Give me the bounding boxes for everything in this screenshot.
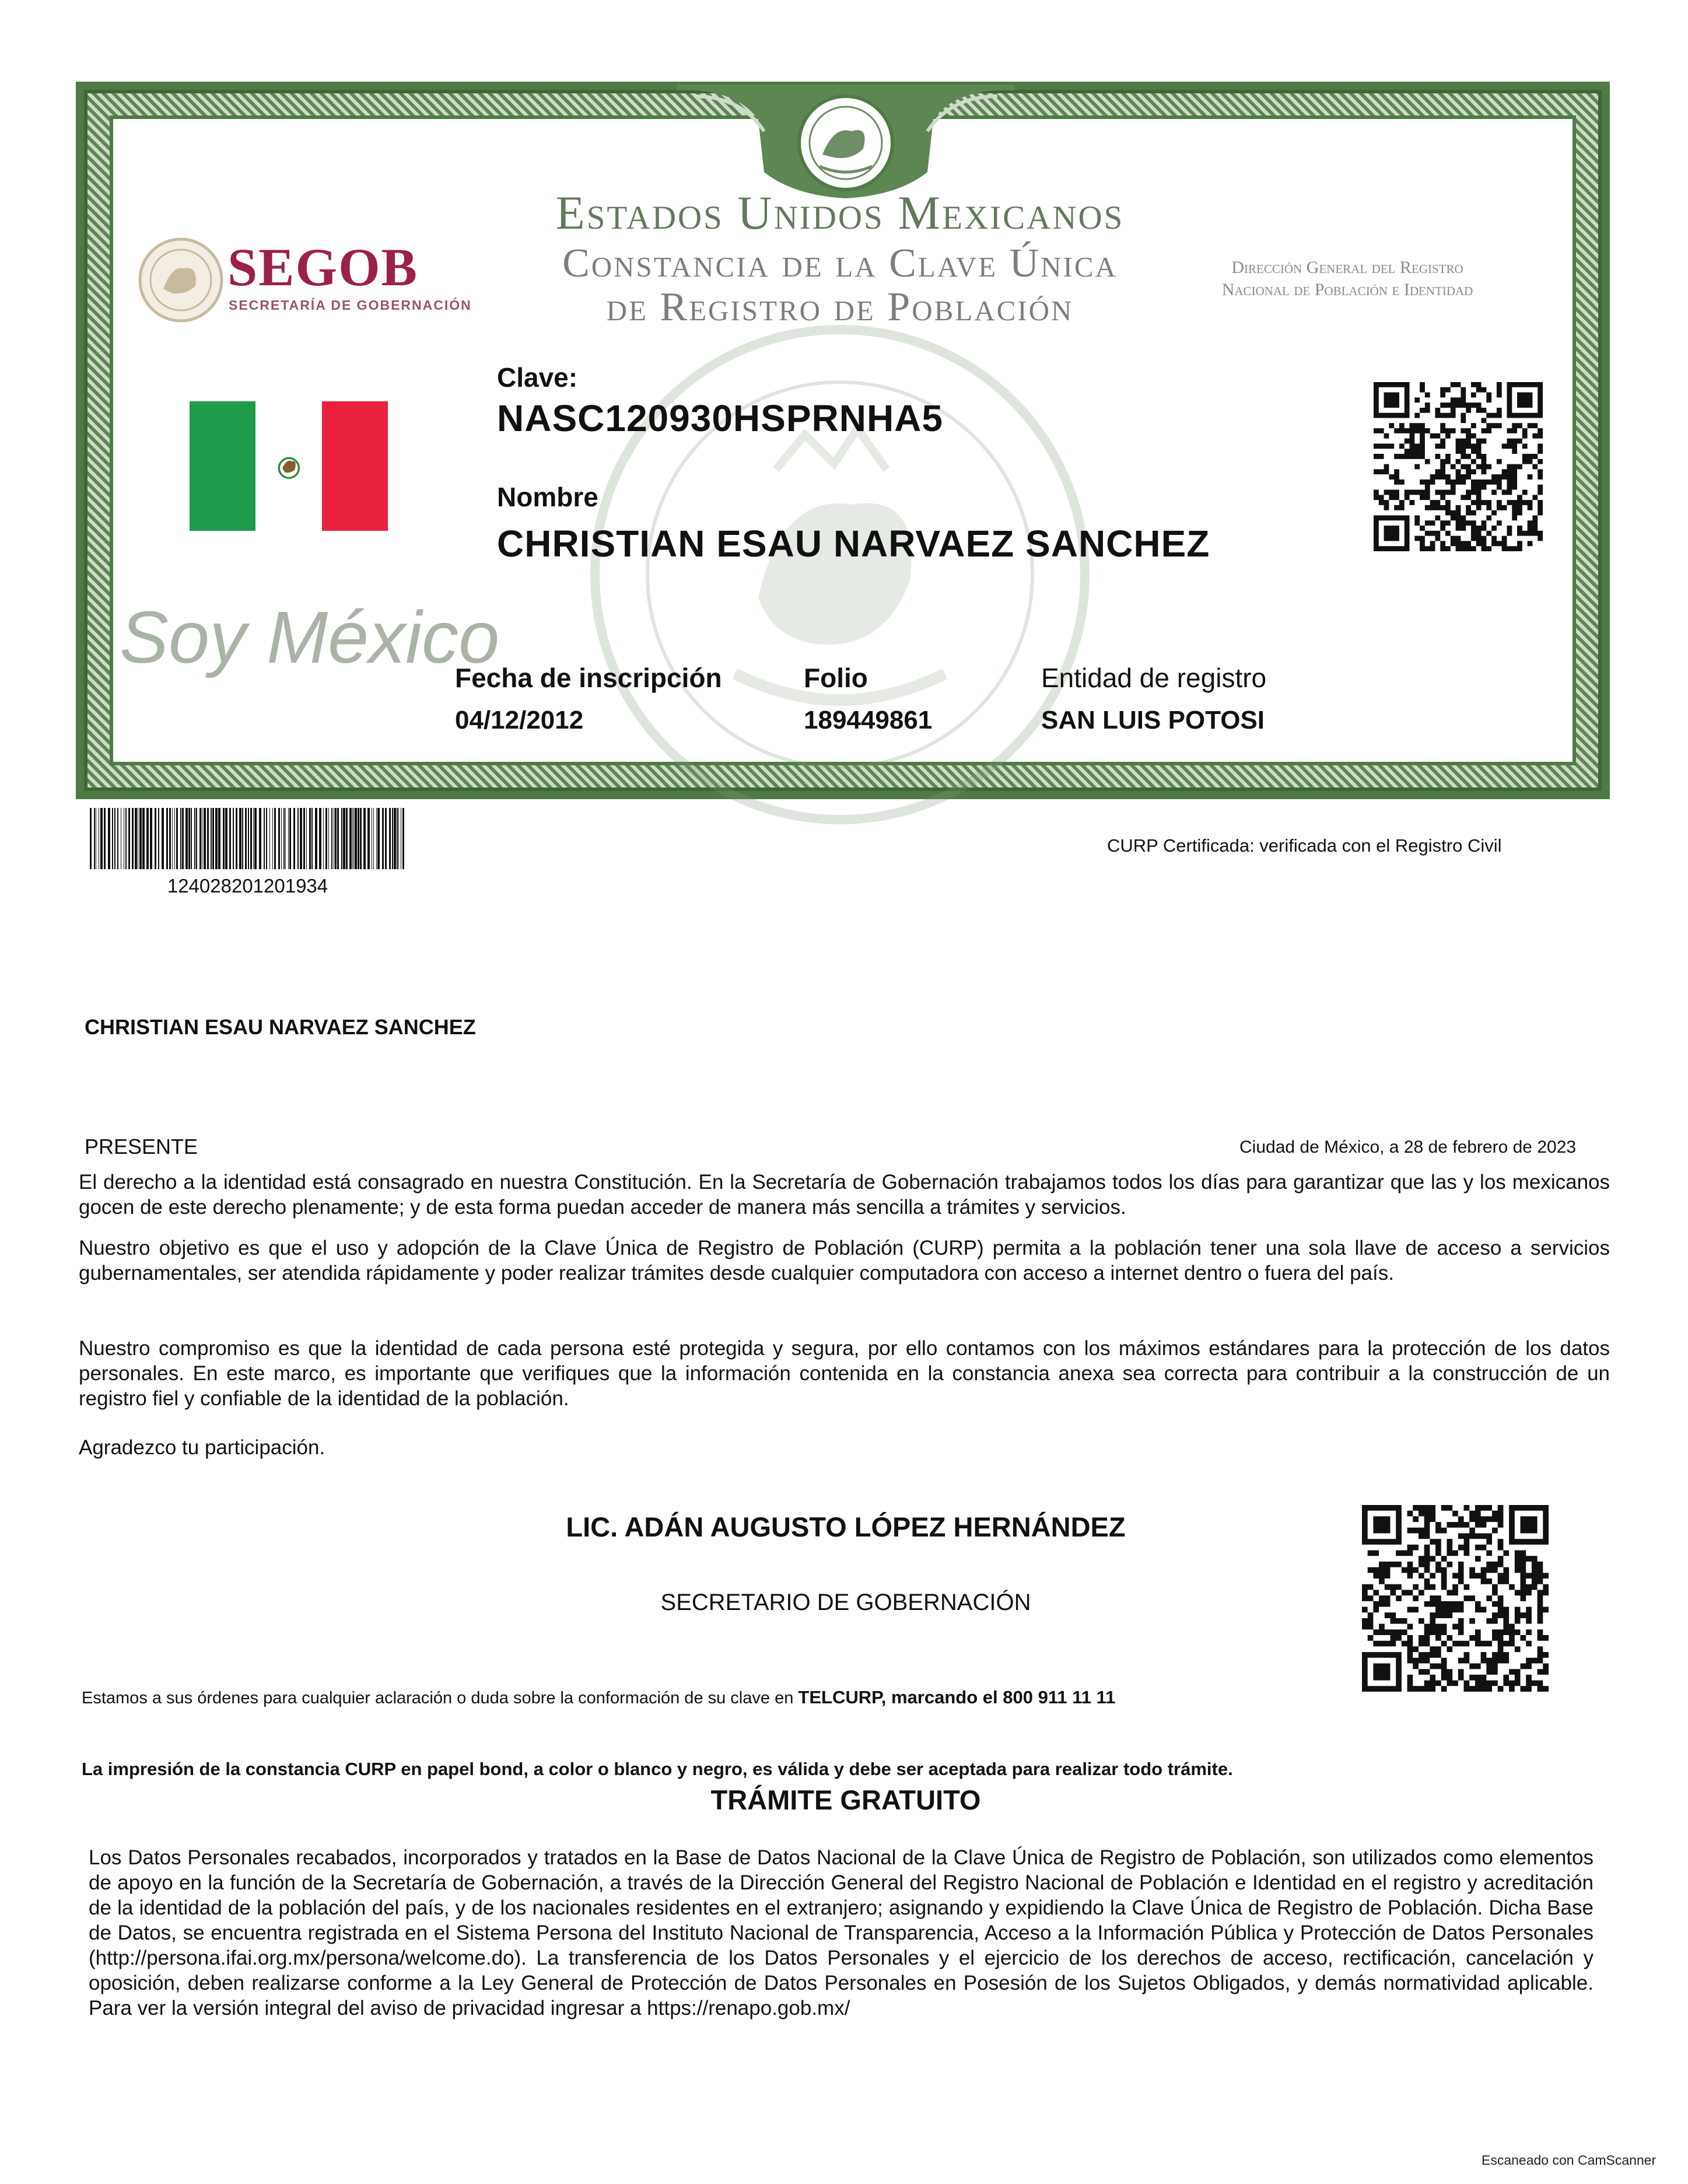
barcode-number: 124028201201934 (167, 875, 328, 897)
letter-paragraph-1: El derecho a la identidad está consagrado en nuestra Constitución. En la Secretaría de Gobernación trabajamos todos los días para garantizar que las y los mexicanos gocen de este derecho plenamente; y de esta forma puedan acceder de manera más sencilla a trámites y servicios. (79, 1171, 1610, 1219)
country-title: Estados Unidos Mexicanos (555, 186, 1125, 239)
segob-subtitle: SECRETARÍA DE GOBERNACIÓN (229, 298, 472, 313)
fecha-inscripcion-value: 04/12/2012 (455, 706, 584, 734)
slogan-text: Soy México (120, 596, 500, 678)
department-name: Dirección General del Registro Nacional de Población e Identidad (1221, 258, 1473, 299)
qr-code-icon[interactable] (1374, 382, 1543, 551)
qr-code-signature-icon[interactable] (1362, 1505, 1549, 1692)
aclaracion-text: Estamos a sus órdenes para cualquier aclaración o duda sobre la conformación de su clave en (82, 1689, 799, 1707)
curp-certificada-note: CURP Certificada: verificada con el Registro Civil (1107, 835, 1502, 856)
document-title-line-2: de Registro de Población (606, 285, 1074, 330)
signer-name: LIC. ADÁN AUGUSTO LÓPEZ HERNÁNDEZ (566, 1511, 1126, 1542)
scanner-watermark: Escaneado con CamScanner (1482, 2152, 1657, 2168)
entidad-registro-value: SAN LUIS POTOSI (1041, 706, 1265, 734)
privacy-notice: Los Datos Personales recabados, incorporados y tratados en la Base de Datos Nacional de la Clave Única de Registro de Población, son utilizados como elementos de apoyo en la función de la Secretaría de Gobernación, a través de la Dirección General del Registro Nacional de Población e Identidad en el registro y acreditación de la identidad de la población del país, y de los nacionales residentes en el extranjero; asignando y expidiendo la Clave Única de Registro de Población. Dicha Base de Datos, se encuentra registrada en el Sistema Persona del Instituto Nacional de Transparencia, Acceso a la Información Pública y Protección de Datos Personales (http://persona.ifai.org.mx/persona/welcome.do). La transferencia de los Datos Personales y el ejercicio de los derechos de acceso, rectificación, cancelación y oposición, deben realizarse conforme a la Ley General de Protección de Datos Personales en Posesión de los Sujetos Obligados, y demás normatividad aplicable. Para ver la versión integral del aviso de privacidad ingresar a https://renapo.gob.mx/ (89, 1846, 1594, 2020)
impresion-note: La impresión de la constancia CURP en papel bond, a color o blanco y negro, es válida y debe ser aceptada para realizar todo trámite. (82, 1759, 1233, 1779)
telcurp-phone: TELCURP, marcando el 800 911 11 11 (798, 1687, 1116, 1707)
letter-paragraph-2: Nuestro objetivo es que el uso y adopción de la Clave Única de Registro de Población (CURP) permita a la población tener una sola llave de acceso a servicios gubernamentales, ser atendida rápidamente y poder realizar trámites desde cualquier computadora con acceso a internet dentro o fuera del país. (79, 1237, 1610, 1284)
segob-logo-text: SEGOB (227, 237, 419, 297)
tramite-gratuito: TRÁMITE GRATUITO (710, 1784, 981, 1815)
document-title-line-1: Constancia de la Clave Única (562, 241, 1118, 286)
entidad-registro-label: Entidad de registro (1041, 663, 1267, 693)
letter-recipient: CHRISTIAN ESAU NARVAEZ SANCHEZ (85, 1015, 476, 1039)
folio-value: 189449861 (804, 706, 933, 734)
coat-of-arms-ornament-icon (677, 85, 1015, 201)
mexico-seal-watermark-icon (583, 318, 1097, 831)
barcode-icon (89, 808, 407, 869)
fecha-inscripcion-label: Fecha de inscripción (455, 663, 722, 693)
aclaracion-note (82, 1687, 1115, 1708)
signer-role: SECRETARIO DE GOBERNACIÓN (660, 1590, 1031, 1615)
letter-greeting: PRESENTE (85, 1135, 198, 1158)
mexico-flag-icon (190, 401, 388, 531)
nombre-value: CHRISTIAN ESAU NARVAEZ SANCHEZ (497, 523, 1210, 565)
letter-place-date: Ciudad de México, a 28 de febrero de 2023 (1239, 1138, 1577, 1157)
segob-seal-icon (137, 236, 225, 324)
clave-label: Clave: (497, 362, 578, 393)
clave-value: NASC120930HSPRNHA5 (497, 397, 943, 439)
nombre-label: Nombre (497, 482, 598, 512)
letter-paragraph-3: Nuestro compromiso es que la identidad de cada persona esté protegida y segura, por ello contamos con los máximos estándares para la protección de los datos personales. En este marco, es importante que verifiques que la información contenida en la constancia anexa sea correcta para contribuir a la construcción de un registro fiel y confiable de la identidad de la población. (79, 1337, 1610, 1410)
letter-paragraph-4: Agradezco tu participación. (79, 1436, 325, 1459)
folio-label: Folio (804, 663, 868, 693)
